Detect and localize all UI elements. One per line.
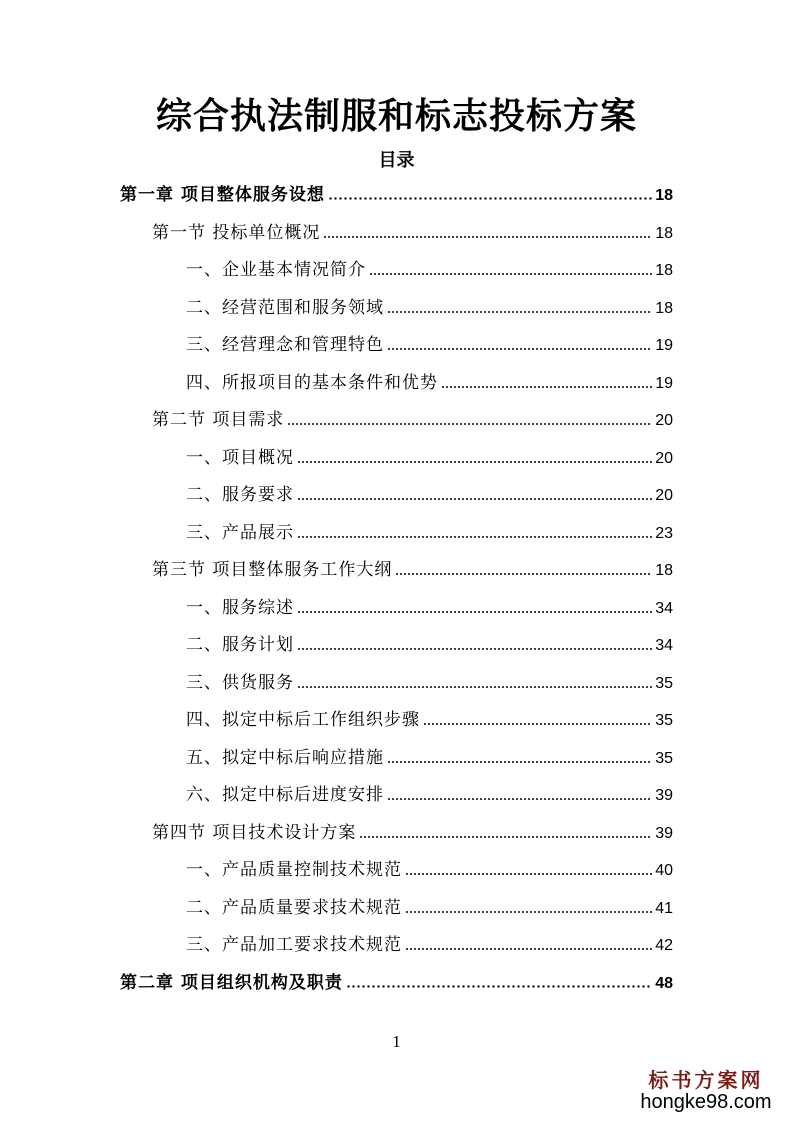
toc-entry-title: 第二节 项目需求 [152, 410, 285, 430]
toc-entry[interactable] [152, 813, 673, 843]
toc-dot-leader [297, 461, 652, 463]
toc-dot-leader [423, 723, 652, 725]
toc-entry[interactable] [186, 738, 673, 768]
toc-dot-leader [405, 873, 652, 875]
toc-entry-page: 35 [655, 750, 673, 767]
toc-entry-title: 一、产品质量控制技术规范 [186, 860, 402, 880]
toc-dot-leader [387, 798, 652, 800]
toc-entry-page: 18 [655, 300, 673, 317]
toc-entry[interactable] [186, 625, 673, 655]
toc-entry-page: 18 [655, 262, 673, 279]
toc-entry-title: 二、服务计划 [186, 635, 294, 655]
toc-entry-title: 一、项目概况 [186, 448, 294, 468]
toc-entry-page: 20 [655, 450, 673, 467]
toc-entry[interactable] [186, 663, 673, 693]
toc-entry-title: 二、经营范围和服务领域 [186, 298, 384, 318]
toc-dot-leader [405, 948, 652, 950]
toc-entry-title: 第四节 项目技术设计方案 [152, 823, 357, 843]
toc-entry[interactable] [152, 550, 673, 580]
toc-entry[interactable] [120, 175, 673, 205]
watermark [631, 1064, 781, 1114]
toc-entry-page: 34 [655, 637, 673, 654]
toc-entry[interactable] [186, 775, 673, 805]
toc-dot-leader [287, 423, 652, 425]
toc-entry[interactable] [186, 475, 673, 505]
toc-dot-leader [297, 648, 652, 650]
toc-entry[interactable] [186, 700, 673, 730]
toc-entry-title: 六、拟定中标后进度安排 [186, 785, 384, 805]
toc-dot-leader [387, 311, 652, 313]
toc-heading: 目录 [378, 150, 415, 171]
toc-entry-title: 二、产品质量要求技术规范 [186, 898, 402, 918]
toc-dot-leader [405, 911, 652, 913]
toc-entry-page: 35 [655, 675, 673, 692]
page-number: 1 [392, 1032, 401, 1051]
toc-entry[interactable] [152, 213, 673, 243]
toc-entry-page: 19 [655, 337, 673, 354]
toc-entry-page: 18 [655, 225, 673, 242]
toc-entry-page: 35 [655, 712, 673, 729]
toc-entry[interactable] [186, 438, 673, 468]
toc-entry-title: 三、供货服务 [186, 673, 294, 693]
toc-entry[interactable] [186, 288, 673, 318]
watermark-name: 标书方案网 [648, 1068, 764, 1092]
toc-entry-title: 四、拟定中标后工作组织步骤 [186, 710, 420, 730]
document-title: 综合执法制服和标志投标方案 [155, 96, 637, 137]
toc-entry-page: 48 [655, 975, 673, 992]
toc-entry[interactable] [186, 513, 673, 543]
toc-entry-page: 40 [655, 862, 673, 879]
toc-dot-leader [359, 836, 652, 838]
toc-dot-leader [346, 985, 652, 988]
toc-dot-leader [328, 197, 652, 200]
toc-entry-page: 23 [655, 525, 673, 542]
toc-entry[interactable] [186, 250, 673, 280]
toc-entry[interactable] [186, 588, 673, 618]
toc-dot-leader [297, 498, 652, 500]
toc-entry[interactable] [186, 850, 673, 880]
toc-dot-leader [387, 348, 652, 350]
toc-dot-leader [369, 273, 652, 275]
toc-dot-leader [441, 386, 652, 388]
toc-entry-page: 20 [655, 487, 673, 504]
watermark-url: hongke98.com [640, 1091, 772, 1113]
toc-entry[interactable] [186, 925, 673, 955]
toc-entry-page: 34 [655, 600, 673, 617]
toc-entry-title: 三、产品加工要求技术规范 [186, 935, 402, 955]
toc-entry-title: 第二章 项目组织机构及职责 [120, 973, 343, 993]
toc-dot-leader [387, 761, 652, 763]
toc-entry[interactable] [186, 888, 673, 918]
toc-dot-leader [395, 573, 652, 575]
toc-dot-leader [297, 611, 652, 613]
toc-entry-title: 第一节 投标单位概况 [152, 223, 321, 243]
toc-entry-title: 第三节 项目整体服务工作大纲 [152, 560, 393, 580]
toc-entry-title: 二、服务要求 [186, 485, 294, 505]
toc-dot-leader [297, 536, 652, 538]
toc-entry-page: 39 [655, 825, 673, 842]
toc-entry[interactable] [120, 963, 673, 993]
toc-entry-page: 18 [655, 187, 673, 204]
toc-dot-leader [323, 236, 652, 238]
toc-entry[interactable] [186, 325, 673, 355]
toc-entry-title: 四、所报项目的基本条件和优势 [186, 373, 438, 393]
toc-entry-page: 18 [655, 562, 673, 579]
toc-entry-page: 41 [655, 900, 673, 917]
toc-entry-page: 42 [655, 937, 673, 954]
toc-entry-title: 一、企业基本情况简介 [186, 260, 366, 280]
toc-dot-leader [297, 686, 652, 688]
toc-entry[interactable] [186, 363, 673, 393]
toc-entry-title: 第一章 项目整体服务设想 [120, 185, 325, 205]
toc-entry-title: 三、经营理念和管理特色 [186, 335, 384, 355]
toc-entry-page: 39 [655, 787, 673, 804]
toc-entry-title: 三、产品展示 [186, 523, 294, 543]
toc-entry-page: 19 [655, 375, 673, 392]
toc-entry[interactable] [152, 400, 673, 430]
toc-entry-title: 五、拟定中标后响应措施 [186, 748, 384, 768]
toc-entry-title: 一、服务综述 [186, 598, 294, 618]
toc-entry-page: 20 [655, 412, 673, 429]
